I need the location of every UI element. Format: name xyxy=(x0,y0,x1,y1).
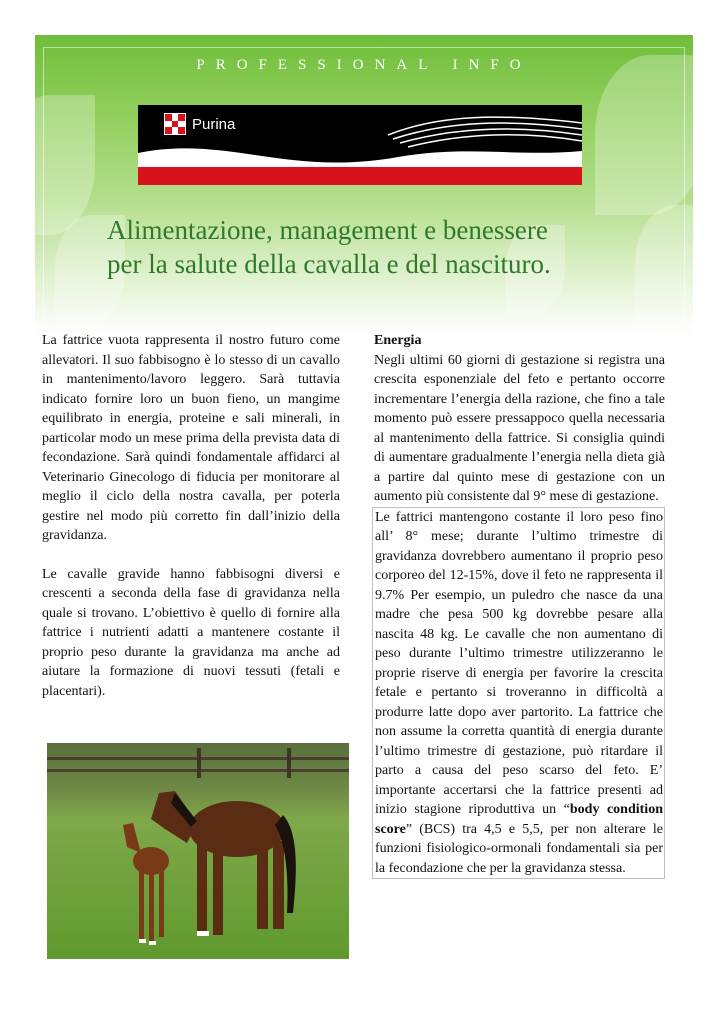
title-line: per la salute della cavalla e del nascituro. xyxy=(107,249,551,279)
boxed-paragraph xyxy=(372,507,665,880)
boxed-text: Le fattrici mantengono costante il loro peso fino all’ 8° mese; durante l’ultimo trimestre di gravidanza dovrebbero aumentano il proprio peso corporeo del 12-15%, dove il feto ne rappresenta il 9.7% Per esempio, un puledro che nasce da una madre che pesa 500 kg dovrebbe pesare alla nascita 48 kg. Le cavalle che non aumentano di peso durante l’ultimo trimestre utilizzeranno le proprie riserve di energia per favorire la crescita fetale e pertanto si troveranno in difficoltà a produrre latte dopo aver partorito. La fattrice che non assume la corretta quantità di energia durante l’ultimo trimestre di gestazione, può ritardare il parto a causa del peso scarso del feto. E’ importante accertarsi che la fattrice presenti ad inizio stagione riproduttiva un “ xyxy=(375,509,663,817)
header-frame xyxy=(43,47,685,327)
body-paragraph: Negli ultimi 60 giorni di gestazione si registra una crescita esponenziale del feto e pertanto occorre incrementare l’energia della razione, che fino a tale momento può essere pressappoco quella necessaria al mantenimento della fattrice. Si consiglia quindi di aumentare gradualmente l’energia nella dieta già a partire dal quinto mese di gestazione con un aumento più consistente dal 9° mese di gestazione. xyxy=(374,352,665,504)
boxed-text: ” (BCS) tra 4,5 e 5,5, per non alterare le funzioni fisiologico-ormonali fondamentali sia per la fecondazione che per la gravidanza stessa. xyxy=(375,821,663,876)
body-paragraph: Le cavalle gravide hanno fabbisogni diversi e crescenti a seconda della fase di gravidanza nella quale si trovano. L’obiettivo è quello di fornire alla fattrice i nutrienti adatti a mantenere costante il proprio peso durante la gravidanza ma anche ad aiutare la formazione di nuovi tessuti (fetali e placentari). xyxy=(42,566,340,699)
purina-banner xyxy=(138,105,582,185)
title-line: Alimentazione, management e benessere xyxy=(107,215,548,245)
header-band xyxy=(35,35,693,335)
checkerboard-icon xyxy=(164,113,186,135)
article-title xyxy=(107,213,667,281)
mare-and-foal-photo xyxy=(47,743,349,959)
body-paragraph: La fattrice vuota rappresenta il nostro futuro come allevatori. Il suo fabbisogno è lo stesso di un cavallo in mantenimento/lavoro leggero. Sarà tuttavia indicato fornire loro un buon fieno, un mangime equilibrato in energia, proteine e sali minerali, in particolar modo un mese prima della prevista data di fecondazione. Sarà quindi fondamentale affidarci al Veterinario Ginecologo di fiducia per monitorare al meglio il ciclo della nostra cavalla, per poterla gestire nel modo più corretto fin dall’inizio della gravidanza. xyxy=(42,333,340,543)
boxed-bold-term: body condition score xyxy=(375,802,663,837)
brand-name: Purina xyxy=(192,115,236,133)
horse-illustration xyxy=(47,743,349,959)
right-column xyxy=(374,331,665,879)
left-column xyxy=(42,331,340,701)
purina-logo xyxy=(164,112,235,136)
section-kicker: PROFESSIONAL INFO xyxy=(196,57,532,73)
section-heading: Energia xyxy=(374,333,422,348)
